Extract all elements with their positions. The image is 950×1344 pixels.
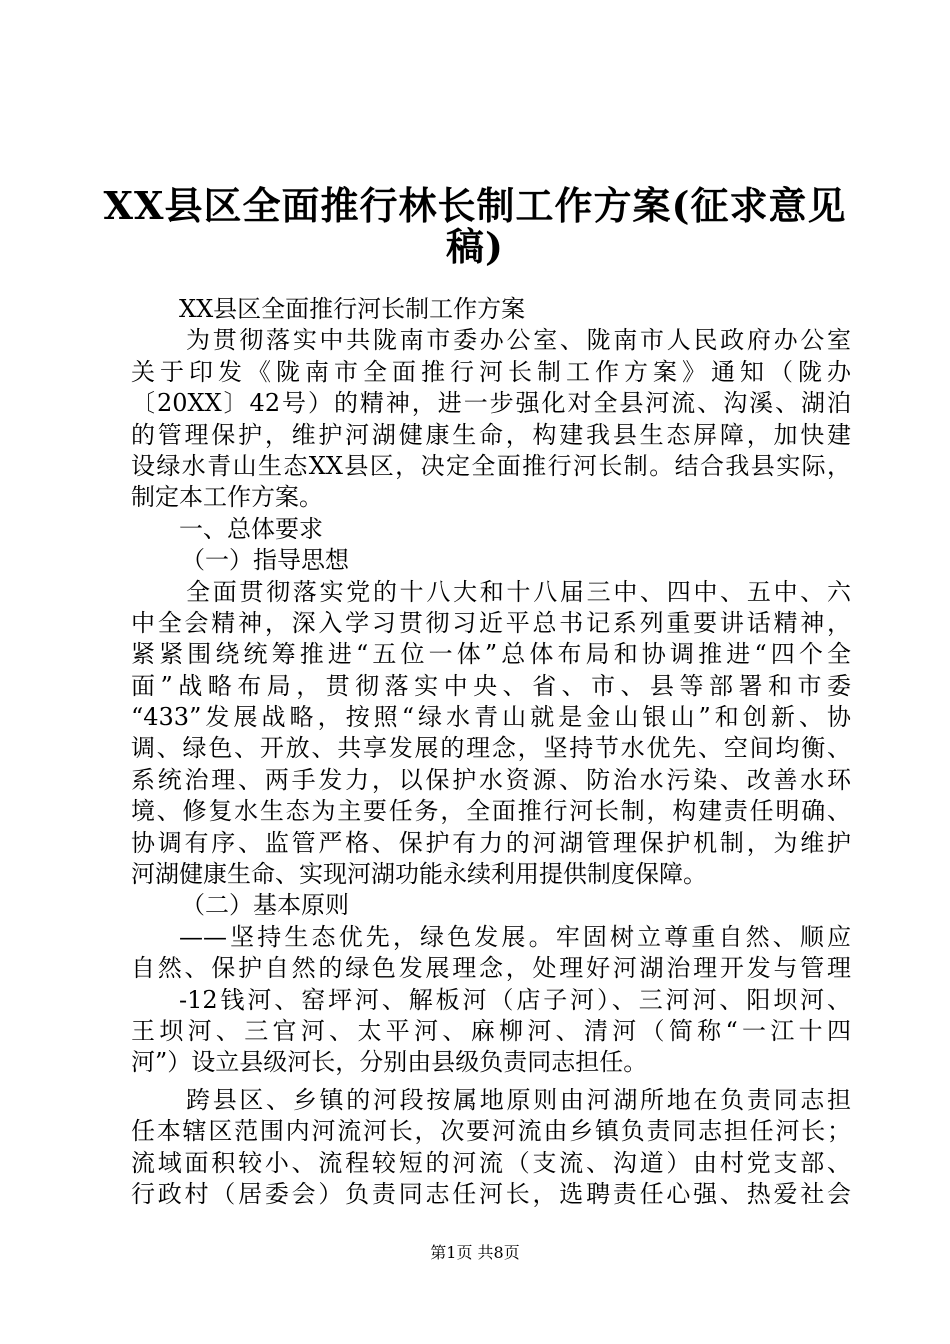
body-line: 为贯彻落实中共陇南市委办公室、陇南市人民政府办公室 [186, 326, 851, 355]
document-title-line-2: 稿) [446, 224, 504, 269]
body-line: 河”）设立县级河长，分别由县级负责同志担任。 [131, 1048, 648, 1077]
body-line: 协调有序、监管严格、保护有力的河湖管理保护机制，为维护 [131, 828, 851, 857]
body-line: 〔20XX〕42号）的精神，进一步强化对全县河流、沟溪、湖泊 [131, 389, 851, 418]
subsection-heading: （二）基本原则 [181, 891, 349, 920]
body-line: 面”战略布局，贯彻落实中央、省、市、县等部署和市委 [131, 671, 851, 700]
body-line: “433”发展战略，按照“绿水青山就是金山银山”和创新、协 [131, 703, 851, 732]
page-footer: 第1页 共8页 [430, 1243, 520, 1262]
section-heading: 一、总体要求 [179, 514, 323, 543]
body-line: ——坚持生态优先，绿色发展。牢固树立尊重自然、顺应 [179, 922, 851, 951]
body-line: 调、绿色、开放、共享发展的理念，坚持节水优先、空间均衡、 [131, 734, 851, 763]
document-title-line-1: XX县区全面推行林长制工作方案(征求意见 [103, 183, 847, 228]
document-body [131, 294, 851, 1210]
body-line: 设绿水青山生态XX县区，决定全面推行河长制。结合我县实际， [131, 451, 851, 480]
body-line: XX县区全面推行河长制工作方案 [179, 295, 526, 323]
body-line: 系统治理、两手发力，以保护水资源、防治水污染、改善水环 [131, 765, 851, 794]
body-line: 中全会精神，深入学习贯彻习近平总书记系列重要讲话精神， [131, 608, 851, 637]
body-line: -12钱河、窑坪河、解板河（店子河）、三河河、阳坝河、 [179, 985, 851, 1014]
body-line: 自然、保护自然的绿色发展理念，处理好河湖治理开发与管理 [131, 954, 851, 983]
body-line: 制定本工作方案。 [131, 483, 323, 512]
body-line: 跨县区、乡镇的河段按属地原则由河湖所地在负责同志担 [186, 1085, 851, 1114]
body-line: 行政村（居委会）负责同志任河长，选聘责任心强、热爱社会 [131, 1179, 851, 1208]
body-line: 境、修复水生态为主要任务，全面推行河长制，构建责任明确、 [131, 797, 851, 826]
body-line: 河湖健康生命、实现河湖功能永续利用提供制度保障。 [131, 860, 707, 889]
body-line: 任本辖区范围内河流河长，次要河流由乡镇负责同志担任河长； [131, 1117, 851, 1146]
body-line: 的管理保护，维护河湖健康生命，构建我县生态屏障，加快建 [131, 420, 851, 449]
body-line: 王坝河、三官河、太平河、麻柳河、清河（简称“一江十四 [131, 1016, 851, 1045]
body-line: 流域面积较小、流程较短的河流（支流、沟道）由村党支部、 [131, 1148, 851, 1177]
body-line: 关于印发《陇南市全面推行河长制工作方案》通知（陇办 [131, 357, 851, 386]
body-line: 紧紧围绕统筹推进“五位一体”总体布局和协调推进“四个全 [131, 640, 851, 669]
subsection-heading: （一）指导思想 [181, 546, 349, 575]
body-line: 全面贯彻落实党的十八大和十八届三中、四中、五中、六 [186, 577, 851, 606]
